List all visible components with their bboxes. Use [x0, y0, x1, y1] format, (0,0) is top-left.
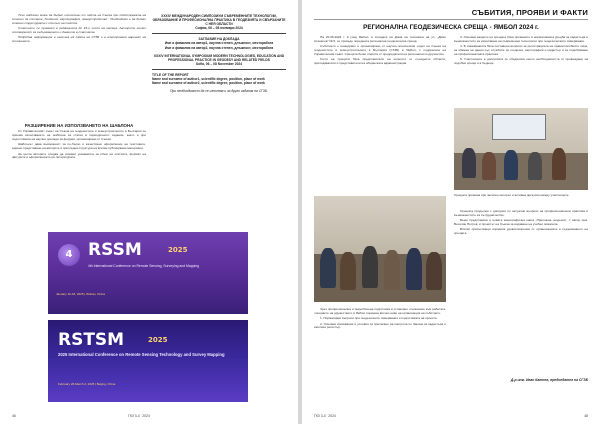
article-paragraph: Срещата продължи с дискусия по актуални въпроси на професионалната практика и възможностите за сътрудничество.: [454, 209, 588, 217]
rssm-conference-poster: [48, 232, 248, 314]
author1-en: Name and surname of author1, scientific degree, position, place of work: [152, 77, 265, 82]
article-column-1-lower: [314, 308, 446, 332]
section-heading: РАЗШИРЕНИЕ НА ИЗПОЛЗВАНЕТО НА ШАБЛОНА: [24, 123, 134, 128]
article-paragraph: Гости на срещата бяха представители на колегите от съседните области, преподаватели и представители на общинската администрация.: [314, 57, 446, 66]
photo-caption: Срещата премина при засилен интерес и активна дискусия между участниците.: [454, 193, 570, 197]
report-title-label-en: TITLE OF THE REPORT: [152, 72, 189, 77]
intro-column: [12, 14, 146, 46]
poster-dates: January 16-18, 2025 | Wuhan, China: [56, 292, 105, 296]
intro-paragraph: Статиите се приемат в редакцията до 15-о число на месеца. Авторите носят отговорност за съдържанието и данните в статията.: [12, 26, 146, 35]
author2-bg: Име и фамилия на автор2, научна степен, длъжност, месторабота: [164, 45, 274, 50]
article-column-2-lower: [454, 210, 588, 238]
section-paragraph: От Управителният съвет на Съюза на геодезистите и земеустроителите в България се приема използването на шаблона за статии в периодичното издание, както и при подготовката на научни доклади за форуми, организирани от Съюза.: [12, 129, 146, 142]
article-paragraph: Събитието е иницирано и организирано от научно-техническия отдел на Съюза на геодезистите и земеустроителите в България (СГЗБ) в Ямбол, с подкрепата на Управителния съвет. Срещата беше открита от председателя на регионалното дружество.: [314, 44, 446, 57]
article-paragraph: Беше представена и новата монографична книга „Приложна геодезия“, с автор инж. Веселин Петров, и проектът на Съюза за издаване на учебни помагала.: [454, 218, 588, 227]
left-page: [0, 0, 298, 424]
extension-section: [12, 120, 146, 162]
symposium-date-bg: София, 06 – 08 ноември 2024: [195, 26, 243, 31]
poster-year: 2025: [168, 246, 188, 254]
article-title: РЕГИОНАЛНА ГЕОДЕЗИЧЕСКА СРЕЩА - ЯМБОЛ 2024 г.: [363, 24, 539, 31]
report-template: [152, 14, 286, 93]
article-column-2: [454, 36, 588, 68]
article-paragraph: 3. Основни акценти на срещата бяха промените в нормативната уредба за кадастъра и възможностите за използване на съвременни технологии при геодезическите измервания.: [454, 35, 588, 43]
article-paragraph: На 20.06.2024 г. в град Ямбол, в сградата на Дома на техниката на ул. „Димо Атанасов“ № 5, се проведе поредната регионална геодезическа среща.: [314, 35, 446, 43]
report-title-label-bg: ЗАГЛАВИЕ НА ДОКЛАДА: [198, 37, 240, 42]
article-column-1: [314, 36, 446, 68]
poster-name: RSSM: [88, 240, 142, 260]
template-closing-note: При необходимост да се използва и за други издания на СГЗБ.: [169, 89, 269, 94]
symposium-date-en: Sofia, 06 – 08 November 2024: [195, 61, 243, 66]
meeting-photo-2: [314, 196, 446, 302]
article-paragraph: Всички присъстващи изразиха удовлетворение от организацията и съдържанието на срещата.: [454, 227, 588, 236]
article-paragraph: 2. Основни изисквания и условия за прилагане на контрола по Закона за кадастъра и имотния регистър.: [314, 321, 446, 330]
issue-label: ГКЗ 3-4 ' 2024: [128, 414, 150, 418]
author1-bg: Име и фамилия на автор1, научна степен, длъжност, месторабота: [164, 41, 274, 46]
poster-dates: February 26-March 2, 2025 | Beijing, China: [58, 382, 116, 386]
section-paragraph: Шаблонът дава възможност за по-бързо и качествено оформление на текстовете, единно представяне на авторите и прегледна структура на всички публикувани материали.: [12, 142, 146, 151]
poster-subtitle: 2025 International Conference on Remote Sensing Technology and Survey Mapping: [58, 352, 225, 357]
poster-subtitle: 4th International Conference on Remote Sensing, Surveying and Mapping: [88, 264, 200, 268]
rstsm-conference-poster: [48, 320, 248, 402]
author2-en: Name and surname of author2, scientific degree, position, place of work: [152, 81, 265, 86]
symposium-title-bg: XXXIV МЕЖДУНАРОДЕН СИМПОЗИУМ СЪВРЕМЕННИТЕ ТЕХНОЛОГИИ, ОБРАЗОВАНИЕ И ПРОФЕСИОНАЛНА ПРАКТИКА В ГЕОДЕЗИЯТА И СВЪРЗАНИТЕ С НЕЯ ОБЛАСТИ: [152, 14, 286, 27]
section-banner: [314, 8, 588, 20]
page-number: 46: [12, 414, 16, 418]
intro-paragraph: Подробна информация е налична на сайта на СГЗБ и в електронния вариант на списанието.: [12, 35, 146, 44]
issue-label: ГКЗ 3-4 ' 2024: [314, 414, 336, 418]
right-page: [302, 0, 600, 424]
author-signature: Д-р инж. Иван Катнев, председател на СГЗБ: [510, 378, 588, 382]
poster-name: RSTSM: [58, 330, 125, 350]
article-paragraph: 1. Нормативни въпроси при геодезичните измервания и подготовката на проекти.: [320, 316, 438, 321]
symposium-title-en: XXXIV INTERNATIONAL SYMPOSIUM MODERN TECHNOLOGIES, EDUCATION AND PROFESSIONAL PRACTICE IN GEODESY AND RELATED FIELDS: [153, 53, 285, 62]
divider: [152, 33, 286, 34]
intro-paragraph: Тези шаблони може да бъдат изтеглени от сайта на Съюза при подготовката на статии за списание „Геодезия, картография, земеустройство“. Необходимо е да бъдат спазени структурата и стилът на текста.: [12, 13, 146, 25]
meeting-photo-1: [454, 108, 588, 190]
article-paragraph: Чрез професионална и задълбочена подготовка и отговорно отношение към работата, членовете на дружеството в Ямбол показаха високо ниво на организация на събитието.: [314, 307, 446, 315]
fourth-edition-badge: 4: [58, 244, 80, 266]
section-banner-title: СЪБИТИЯ, ПРОЯВИ И ФАКТИ: [471, 8, 588, 17]
divider: [152, 69, 286, 70]
page-number: 48: [584, 414, 588, 418]
article-paragraph: 5. Участниците в дискусията се обединиха около необходимостта от провеждане на подобни срещи и в бъдеще.: [454, 57, 588, 66]
article-paragraph: 4. В изказванията бяха поставени въпроси за регистрацията на правоспособните лица, за обмена на данни със службите по геодезия, картография и кадастър и за подобряване на професионалната практика.: [454, 44, 588, 57]
section-paragraph: За целта авторите следва да спазват указанията за обем на статията, формат на фигурите и оформлението на литературата.: [12, 151, 146, 160]
poster-year: 2025: [148, 336, 168, 344]
